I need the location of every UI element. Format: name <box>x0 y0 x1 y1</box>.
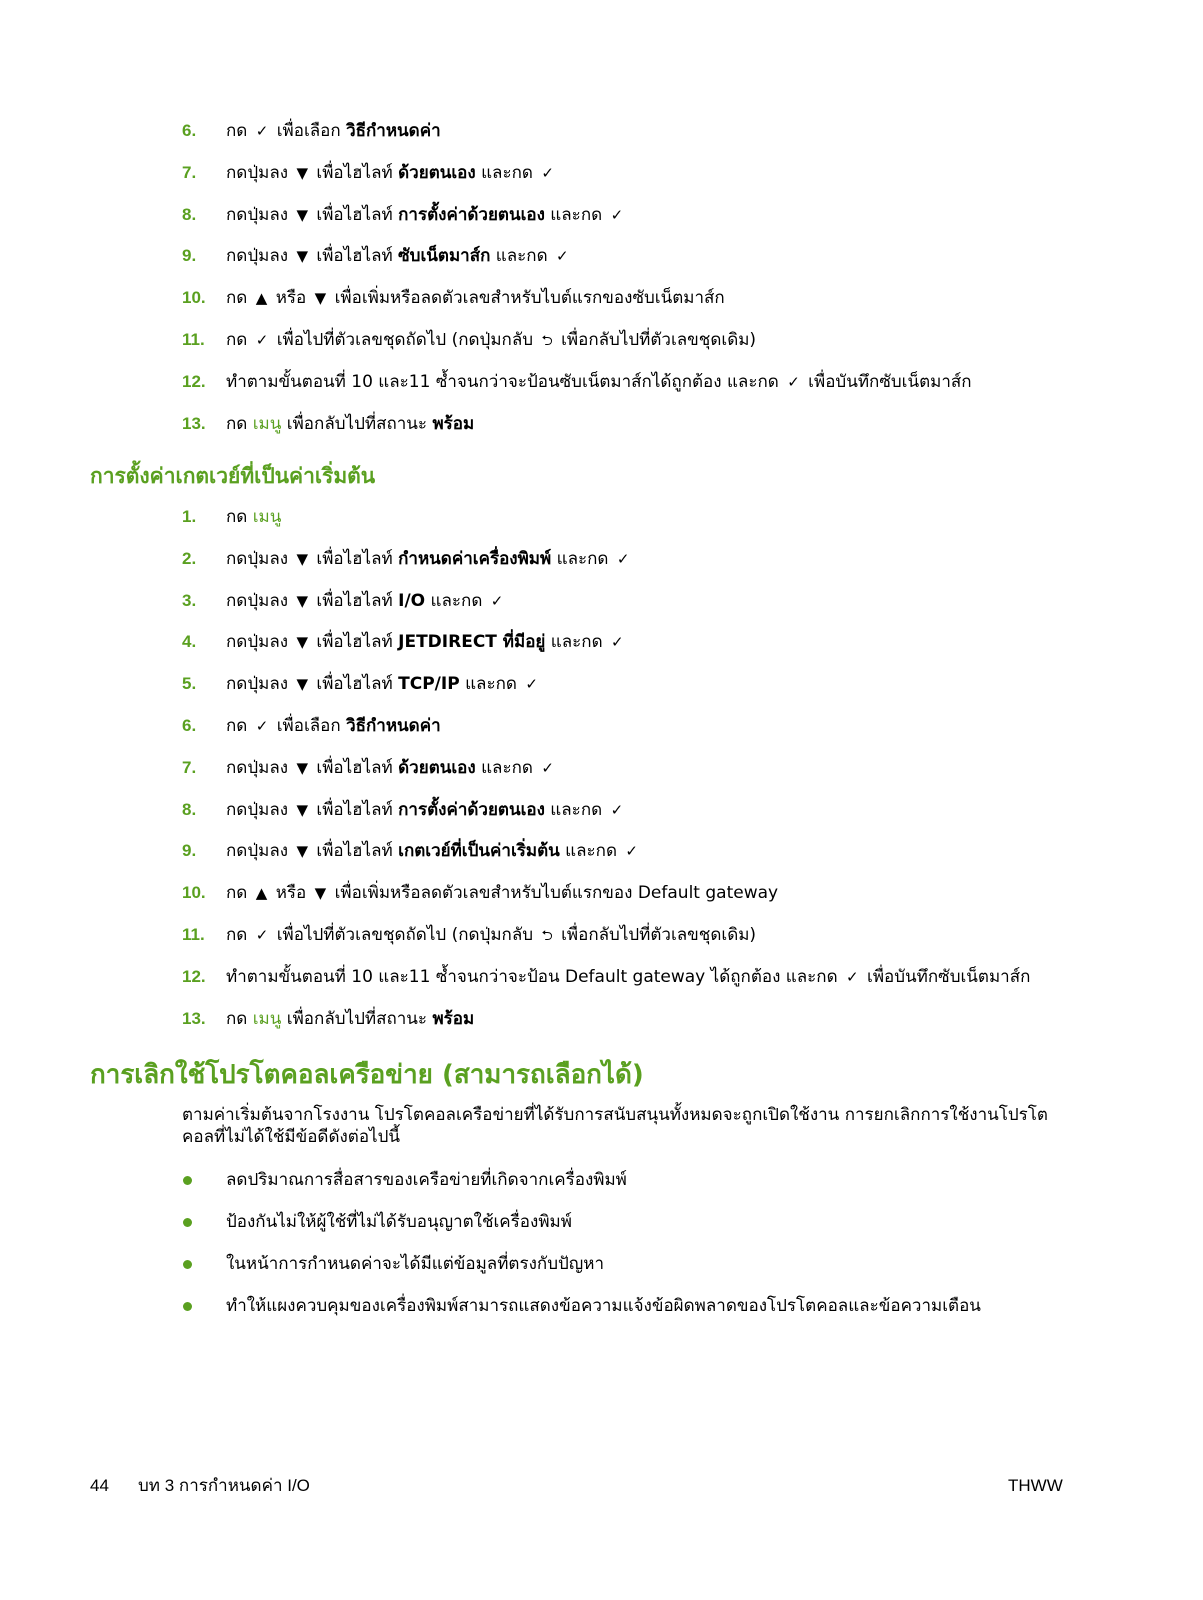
step-text-run: และกด <box>459 674 523 695</box>
step-item <box>182 671 1142 697</box>
control-panel-term: วิธีกำหนดค่า <box>346 716 441 736</box>
step-number: 2. <box>182 548 197 568</box>
step-text-run: เพื่อไปที่ตัวเลขชุดถัดไป (กดปุ่มกลับ <box>271 925 539 945</box>
down-arrow-icon: ▼ <box>296 591 308 610</box>
step-item <box>182 118 1142 144</box>
step-text-run: เพื่อไฮไลท์ <box>311 632 399 653</box>
step-text-run: เพื่อไฮไลท์ <box>311 841 399 862</box>
step-number: 8. <box>182 204 197 224</box>
checkmark-icon: ✓ <box>541 163 554 182</box>
step-text-run: และกด <box>425 590 488 611</box>
step-text-run: ทำตามขั้นตอนที่ 10 และ11 ซ้ำจนกว่าจะป้อนซับเน็ตมาส์กได้ถูกต้อง และกด <box>226 371 785 392</box>
control-panel-term: การตั้งค่าด้วยตนเอง <box>398 204 545 225</box>
step-text <box>226 629 627 655</box>
down-arrow-icon: ▼ <box>314 884 327 903</box>
step-number: 12. <box>182 966 206 986</box>
step-text-run: กดปุ่มลง <box>226 246 294 267</box>
step-text-run: เพื่อไฮไลท์ <box>311 674 399 695</box>
step-text-run: กด <box>226 288 253 309</box>
step-text-run: กด <box>226 121 253 141</box>
step-item <box>182 369 1142 395</box>
down-arrow-icon: ▼ <box>296 205 308 224</box>
step-text <box>226 327 756 354</box>
control-panel-term: JETDIRECT ที่มีอยู่ <box>398 632 546 653</box>
step-number: 1. <box>182 507 197 526</box>
step-item <box>182 629 1142 655</box>
bullet-text: ลดปริมาณการสื่อสารของเครือข่ายที่เกิดจากเครื่องพิมพ์ <box>226 1170 627 1190</box>
bullet-item <box>182 1209 1142 1235</box>
down-arrow-icon: ▼ <box>296 842 308 861</box>
checkmark-icon: ✓ <box>611 633 624 652</box>
step-text <box>226 880 778 906</box>
control-panel-term: กำหนดค่าเครื่องพิมพ์ <box>398 548 552 569</box>
bullet-item <box>182 1251 1142 1277</box>
footer-chapter: บท 3 การกำหนดค่า I/O <box>138 1476 310 1495</box>
section-heading-default-gateway: การตั้งค่าเกตเวย์ที่เป็นค่าเริ่มต้น <box>90 464 376 488</box>
back-arrow-icon: ⮌ <box>541 928 553 944</box>
step-text-run: เพื่อเลือก <box>271 121 347 141</box>
bullet-text: ป้องกันไม่ให้ผู้ใช้ที่ไม่ได้รับอนุญาตใช้เครื่องพิมพ์ <box>226 1212 572 1232</box>
step-item <box>182 327 1142 353</box>
step-text-run: เพื่อไฮไลท์ <box>311 246 399 267</box>
step-text-run: เพื่อบันทึกซับเน็ตมาส์ก <box>861 966 1031 987</box>
checkmark-icon: ✓ <box>625 842 638 861</box>
step-item <box>182 755 1142 781</box>
step-text-run: และกด <box>544 799 608 820</box>
bullet-text: ทำให้แผงควบคุมของเครื่องพิมพ์สามารถแสดงข้อความแจ้งข้อผิดพลาดของโปรโตคอลและข้อความเตือน <box>226 1296 981 1316</box>
step-number: 8. <box>182 799 197 819</box>
back-arrow-icon: ⮌ <box>541 333 553 349</box>
step-text-run: กดปุ่มลง <box>226 841 294 862</box>
step-text <box>226 797 626 823</box>
bullet-text: ในหน้าการกำหนดค่าจะได้มีแต่ข้อมูลที่ตรงกับปัญหา <box>226 1254 605 1274</box>
step-number: 11. <box>182 925 205 944</box>
step-text <box>226 922 756 949</box>
control-panel-term: ด้วยตนเอง <box>398 162 476 183</box>
step-text <box>226 838 641 864</box>
step-number: 7. <box>182 757 197 777</box>
step-text-run: กดปุ่มลง <box>226 548 294 569</box>
down-arrow-icon: ▼ <box>314 289 327 308</box>
down-arrow-icon: ▼ <box>296 800 308 819</box>
down-arrow-icon: ▼ <box>296 549 308 568</box>
step-text <box>226 504 281 530</box>
checkmark-icon: ✓ <box>616 549 630 568</box>
step-number: 6. <box>182 121 197 140</box>
checkmark-icon: ✓ <box>610 800 624 819</box>
step-item <box>182 411 1142 437</box>
step-text <box>226 964 1030 990</box>
step-text <box>226 546 632 572</box>
step-item <box>182 160 1142 186</box>
bullet-dot <box>183 1218 192 1227</box>
step-text-run: เพื่อเลือก <box>271 716 347 736</box>
bullet-dot <box>183 1260 192 1269</box>
step-text-run: เพื่อเพิ่มหรือลดตัวเลขสำหรับไบต์แรกของ Default gateway <box>329 883 779 904</box>
step-text-run: กด <box>226 1008 253 1029</box>
step-text-run: และกด <box>490 246 554 267</box>
step-text-run: กด <box>226 716 253 736</box>
down-arrow-icon: ▼ <box>296 675 308 694</box>
control-panel-term: การตั้งค่าด้วยตนเอง <box>398 799 545 820</box>
checkmark-icon: ✓ <box>846 967 859 986</box>
step-item <box>182 964 1142 990</box>
step-text-run: เพื่อไฮไลท์ <box>311 162 399 183</box>
step-text-run: และกด <box>545 632 609 653</box>
control-panel-term: วิธีกำหนดค่า <box>346 121 441 141</box>
up-arrow-icon: ▲ <box>255 884 268 903</box>
control-panel-term: พร้อม <box>432 413 475 434</box>
step-text-run: กด <box>226 883 253 904</box>
step-number: 12. <box>182 371 206 391</box>
down-arrow-icon: ▼ <box>296 633 308 652</box>
step-item <box>182 504 1142 530</box>
checkmark-icon: ✓ <box>610 205 624 224</box>
checkmark-icon: ✓ <box>255 926 269 944</box>
step-text-run: กดปุ่มลง <box>226 674 294 695</box>
step-text-run: และกด <box>544 204 608 225</box>
checkmark-icon: ✓ <box>255 717 269 735</box>
step-text <box>226 755 557 781</box>
step-text <box>226 202 626 228</box>
step-text <box>226 243 572 269</box>
step-number: 4. <box>182 632 197 652</box>
step-item <box>182 243 1142 269</box>
step-number: 13. <box>182 1008 206 1028</box>
step-item <box>182 880 1142 906</box>
step-text-run: เพื่อไฮไลท์ <box>311 799 399 820</box>
menu-button-label: เมนู <box>252 413 282 434</box>
step-item <box>182 588 1142 614</box>
up-arrow-icon: ▲ <box>255 289 268 308</box>
down-arrow-icon: ▼ <box>296 163 308 182</box>
step-text-run: เพื่อไฮไลท์ <box>311 204 399 225</box>
step-text <box>226 285 725 311</box>
checkmark-icon: ✓ <box>525 675 538 694</box>
step-text <box>226 1006 474 1032</box>
step-item <box>182 202 1142 228</box>
step-text-run: เพื่อไฮไลท์ <box>311 548 399 569</box>
step-text-run: กดปุ่มลง <box>226 757 294 778</box>
step-text-run: และกด <box>475 757 539 778</box>
step-item <box>182 546 1142 572</box>
down-arrow-icon: ▼ <box>296 247 308 266</box>
control-panel-term: พร้อม <box>432 1008 475 1029</box>
step-item <box>182 1006 1142 1032</box>
step-text-run: กด <box>226 925 253 945</box>
section-heading-disable-protocols: การเลิกใช้โปรโตคอลเครือข่าย (สามารถเลือกได้) <box>90 1060 644 1090</box>
step-text-run: เพื่อไฮไลท์ <box>311 590 399 611</box>
step-text <box>226 671 541 697</box>
step-text-run: กดปุ่มลง <box>226 632 294 653</box>
step-text-run: กดปุ่มลง <box>226 204 294 225</box>
step-item <box>182 285 1142 311</box>
step-text <box>226 369 972 395</box>
step-text-run: เพื่อกลับไปที่สถานะ <box>281 413 433 434</box>
step-number: 3. <box>182 590 197 610</box>
step-item <box>182 838 1142 864</box>
bullet-item <box>182 1293 1142 1319</box>
step-text-run: และกด <box>551 548 614 569</box>
step-number: 6. <box>182 716 197 735</box>
control-panel-term: ซับเน็ตมาส์ก <box>398 246 491 267</box>
step-text-run: กดปุ่มลง <box>226 162 294 183</box>
step-text <box>226 411 474 437</box>
checkmark-icon: ✓ <box>255 331 269 349</box>
step-text-run: และกด <box>559 841 623 862</box>
step-text <box>226 588 506 614</box>
menu-button-label: เมนู <box>252 507 282 527</box>
intro-paragraph: ตามค่าเริ่มต้นจากโรงงาน โปรโตคอลเครือข่ายที่ได้รับการสนับสนุนทั้งหมดจะถูกเปิดใช้งาน การยกเลิกการใช้งานโปรโต คอลที่ไม่ได้ใช้มีข้อดีดังต่อไปนี้ <box>182 1105 1048 1147</box>
step-text-run: กด <box>226 413 253 434</box>
step-number: 7. <box>182 162 197 182</box>
step-text-run: เพื่อบันทึกซับเน็ตมาส์ก <box>802 371 972 392</box>
step-number: 11. <box>182 330 205 349</box>
bullet-item <box>182 1167 1142 1193</box>
step-text-run: และกด <box>475 162 539 183</box>
step-text <box>226 118 441 144</box>
bullet-dot <box>183 1302 192 1311</box>
down-arrow-icon: ▼ <box>296 758 308 777</box>
step-item <box>182 713 1142 739</box>
step-item <box>182 797 1142 823</box>
checkmark-icon: ✓ <box>787 372 800 391</box>
control-panel-term: เกตเวย์ที่เป็นค่าเริ่มต้น <box>398 841 560 862</box>
step-text-run: เพื่อกลับไปที่ตัวเลขชุดเดิม) <box>555 925 757 945</box>
checkmark-icon: ✓ <box>490 591 504 610</box>
step-text-run: เพื่อเพิ่มหรือลดตัวเลขสำหรับไบต์แรกของซับเน็ตมาส์ก <box>329 288 725 309</box>
step-text <box>226 713 441 739</box>
step-text-run: เพื่อไปที่ตัวเลขชุดถัดไป (กดปุ่มกลับ <box>271 330 539 350</box>
step-text <box>226 160 557 186</box>
control-panel-term: TCP/IP <box>398 674 460 695</box>
step-text-run: เพื่อกลับไปที่สถานะ <box>281 1008 433 1029</box>
step-text-run: กดปุ่มลง <box>226 799 294 820</box>
control-panel-term: ด้วยตนเอง <box>398 757 476 778</box>
step-text-run: กดปุ่มลง <box>226 590 294 611</box>
footer-page-number: 44 <box>90 1476 109 1495</box>
step-text-run: กด <box>226 507 253 527</box>
bullet-dot <box>183 1176 192 1185</box>
checkmark-icon: ✓ <box>556 247 569 266</box>
step-number: 13. <box>182 413 206 433</box>
step-text-run: ทำตามขั้นตอนที่ 10 และ11 ซ้ำจนกว่าจะป้อน Default gateway ได้ถูกต้อง และกด <box>226 966 844 987</box>
step-number: 10. <box>182 883 206 903</box>
step-number: 9. <box>182 841 197 861</box>
checkmark-icon: ✓ <box>255 122 269 140</box>
step-text-run: กด <box>226 330 253 350</box>
footer-brand: THWW <box>1008 1476 1063 1495</box>
step-text-run: หรือ <box>270 883 312 904</box>
control-panel-term: I/O <box>398 590 426 611</box>
step-number: 9. <box>182 246 197 266</box>
menu-button-label: เมนู <box>252 1008 282 1029</box>
checkmark-icon: ✓ <box>541 758 554 777</box>
step-text-run: หรือ <box>270 288 312 309</box>
step-text-run: เพื่อไฮไลท์ <box>311 757 399 778</box>
step-number: 10. <box>182 288 206 308</box>
step-number: 5. <box>182 674 197 694</box>
step-item <box>182 922 1142 948</box>
step-text-run: เพื่อกลับไปที่ตัวเลขชุดเดิม) <box>555 330 757 350</box>
